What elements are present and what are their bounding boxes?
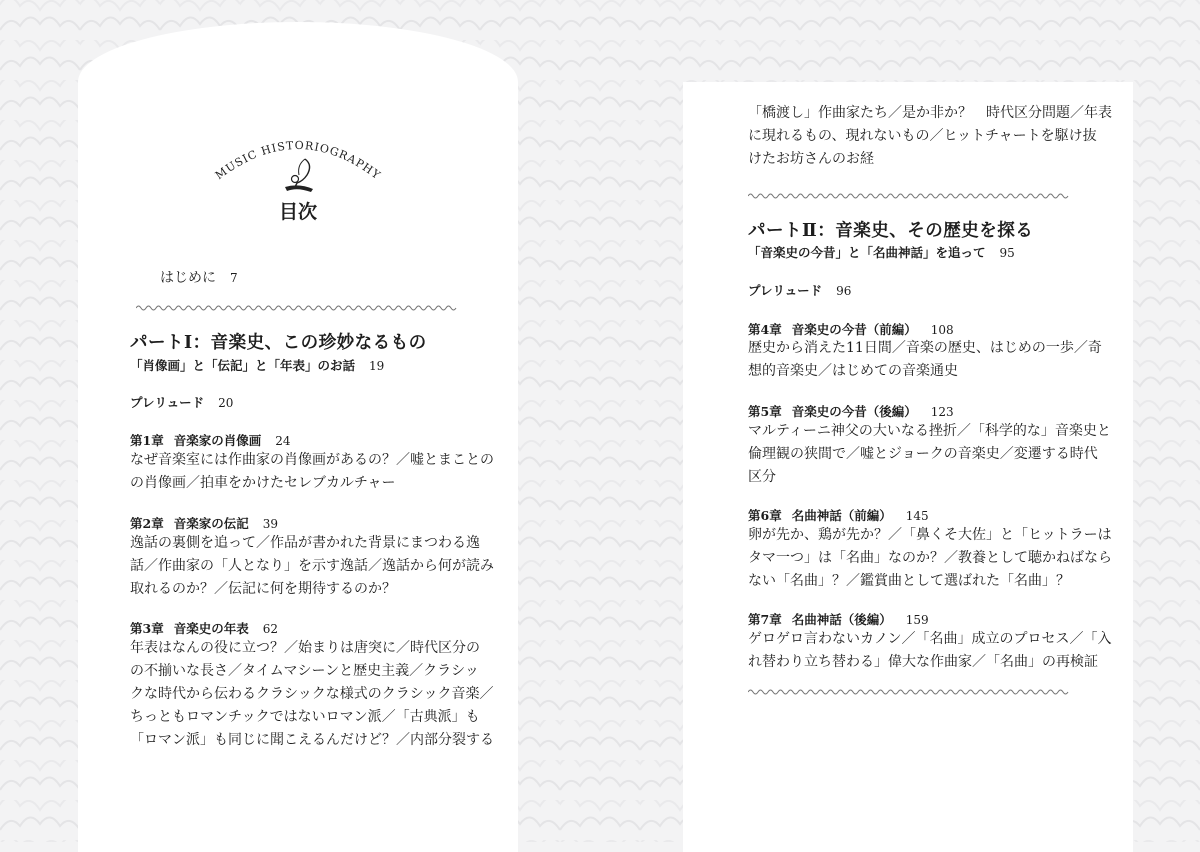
chapter-number: 第1章 (130, 433, 164, 448)
chapter-title: 音楽史の今昔（前編） (791, 322, 917, 337)
chapter-7-heading[interactable] (748, 610, 929, 628)
chapter-page: 108 (930, 323, 954, 337)
content-line: ゲロゲロ言わないカノン／「名曲」成立のプロセス／「入 (748, 631, 1112, 647)
part1-subtitle-text: 「肖像画」と「伝記」と「年表」のお話 (130, 358, 356, 373)
chapter-number: 第6章 (748, 508, 782, 523)
part2-subtitle-text: 「音楽史の今昔」と「名曲神話」を追って (748, 245, 986, 260)
chapter-page: 24 (275, 434, 291, 448)
content-line: 倫理観の狭間で／嘘とジョークの音楽史／変遷する時代 (748, 446, 1098, 462)
content-line: ちっともロマンチックではないロマン派／「古典派」も (130, 709, 480, 725)
prelude-label: プレリュード (748, 283, 823, 298)
divider-wave (748, 192, 1070, 200)
chapter-number: 第3章 (130, 621, 164, 636)
part2-subtitle (748, 243, 1015, 261)
content-line: ない「名曲」？／鑑賞曲として選ばれた「名曲」？ (748, 573, 1070, 589)
content-line: 卵が先か、鶏が先か？／「鼻くそ大佐」と「ヒットラーは (748, 527, 1112, 543)
chapter-number: 第7章 (748, 612, 782, 627)
intro-entry[interactable] (160, 267, 238, 287)
chapter-2-contents (130, 532, 494, 601)
content-line: の肖像画／拍車をかけたセレブカルチャー (130, 475, 396, 491)
part1-prelude-entry[interactable] (130, 393, 233, 411)
divider-wave (748, 688, 1070, 696)
content-line: けたお坊さんのお経 (748, 151, 874, 167)
chapter-title: 音楽史の年表 (173, 621, 249, 636)
chapter-5-heading[interactable] (748, 402, 954, 420)
chapter-page: 39 (262, 517, 278, 531)
chapter-5-contents (748, 420, 1111, 489)
intro-label: はじめに (160, 270, 216, 286)
left-page (78, 22, 518, 852)
chapter-title: 音楽史の今昔（後編） (791, 404, 917, 419)
content-line: 区分 (748, 469, 776, 485)
part1-subtitle-page: 19 (369, 359, 385, 373)
chapter-1-contents (130, 449, 494, 495)
part2-prelude-entry[interactable] (748, 281, 851, 299)
prelude-label: プレリュード (130, 395, 205, 410)
content-line: に現れるもの、現れないもの／ヒットチャートを駆け抜 (748, 128, 1097, 144)
content-line: 取れるのか？／伝記に何を期待するのか？ (130, 581, 396, 597)
content-line: 「橋渡し」作曲家たち／是か非か？ 時代区分問題／年表 (748, 105, 1112, 121)
chapter-title: 名曲神話（前編） (791, 508, 892, 523)
content-line: の不揃いな長さ／タイムマシーンと歴史主義／クラシッ (130, 663, 479, 679)
chapter-page: 159 (905, 613, 929, 627)
chapter-3-contents-continued (748, 102, 1112, 171)
content-line: 話／作曲家の「人となり」を示す逸話／逸話から何が読み (130, 558, 494, 574)
intro-page: 7 (230, 271, 238, 285)
toc-title: 目次 (278, 201, 317, 223)
chapter-7-contents (748, 628, 1111, 674)
part2-subtitle-page: 95 (999, 246, 1015, 260)
chapter-6-heading[interactable] (748, 506, 929, 524)
chapter-page: 123 (930, 405, 954, 419)
chapter-2-heading[interactable] (130, 514, 278, 532)
content-line: マルティーニ神父の大いなる挫折／「科学的な」音楽史と (748, 423, 1111, 439)
content-line: れ替わり立ち替わる」偉大な作曲家／「名曲」の再検証 (748, 654, 1098, 670)
chapter-3-contents (130, 637, 494, 752)
chapter-1-heading[interactable] (130, 431, 291, 449)
prelude-page: 20 (218, 396, 234, 410)
divider-wave (136, 304, 458, 312)
right-page (683, 82, 1133, 852)
chapter-number: 第4章 (748, 322, 782, 337)
chapter-6-contents (748, 524, 1112, 593)
part2-title: パートⅡ：音楽史、その歴史を探る (748, 221, 1034, 241)
chapter-number: 第5章 (748, 404, 782, 419)
prelude-page: 96 (836, 284, 852, 298)
chapter-number: 第2章 (130, 516, 164, 531)
content-line: 歴史から消えた11日間／音楽の歴史、はじめの一歩／奇 (748, 340, 1102, 356)
chapter-title: 音楽家の伝記 (173, 516, 249, 531)
chapter-page: 145 (905, 509, 929, 523)
content-line: タマ一つ」は「名曲」なのか？／教養として聴かねばなら (748, 550, 1112, 566)
content-line: 「ロマン派」も同じに聞こえるんだけど？／内部分裂する (130, 732, 494, 748)
part1-subtitle (130, 356, 384, 374)
chapter-4-contents (748, 337, 1102, 383)
quill-icon (283, 157, 315, 193)
chapter-3-heading[interactable] (130, 619, 278, 637)
chapter-title: 音楽家の肖像画 (173, 433, 262, 448)
content-line: 想的音楽史／はじめての音楽通史 (748, 363, 958, 379)
content-line: 逸話の裏側を追って／作品が書かれた背景にまつわる逸 (130, 535, 480, 551)
part1-title: パートⅠ：音楽史、この珍妙なるもの (130, 333, 427, 353)
chapter-title: 名曲神話（後編） (791, 612, 892, 627)
content-line: なぜ音楽室には作曲家の肖像画があるの？／嘘とまことの (130, 452, 494, 468)
svg-text:MUSIC HISTORIOGRAPHY: MUSIC HISTORIOGRAPHY (212, 138, 384, 183)
chapter-page: 62 (262, 622, 278, 636)
content-line: クな時代から伝わるクラシックな様式のクラシック音楽／ (130, 686, 494, 702)
content-line: 年表はなんの役に立つ？／始まりは唐突に／時代区分の (130, 640, 480, 656)
chapter-4-heading[interactable] (748, 320, 954, 338)
